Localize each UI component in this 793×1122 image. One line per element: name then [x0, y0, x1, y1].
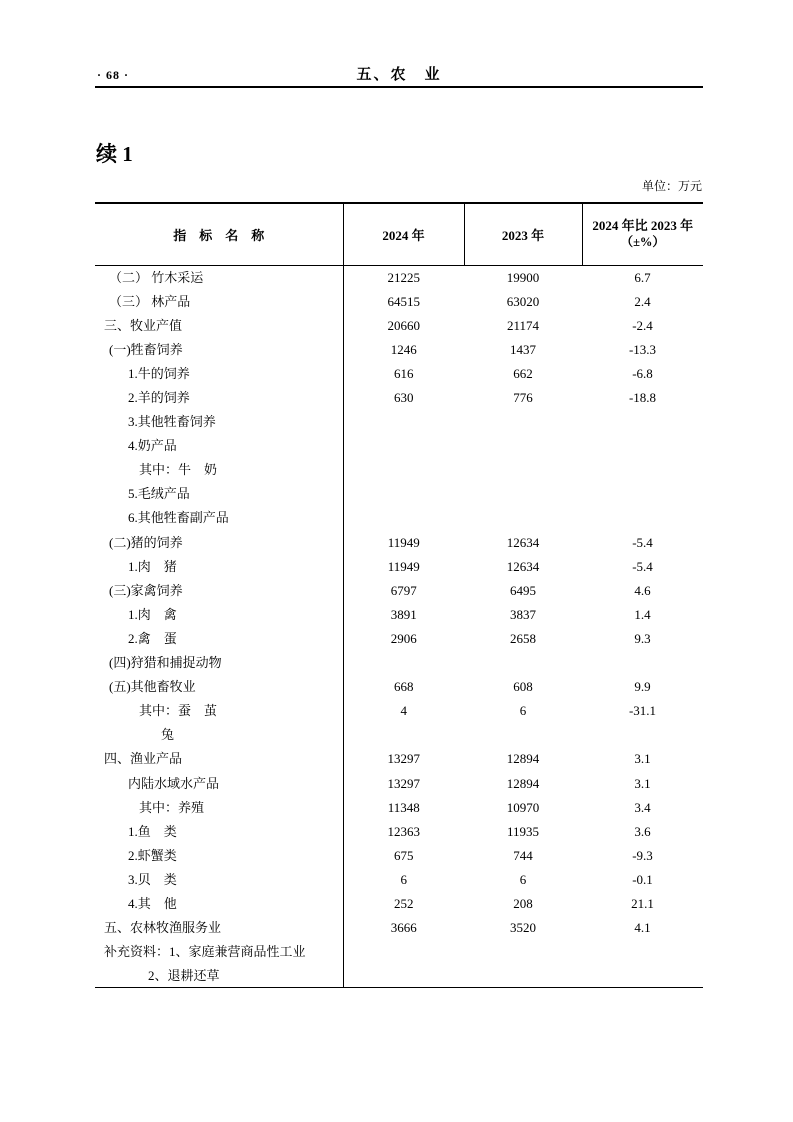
value-change-pct: 9.3: [634, 630, 651, 646]
table-row: [95, 867, 703, 891]
table-row: [95, 458, 703, 482]
table-row: [95, 795, 703, 819]
indicator-label: 1.鱼 类: [95, 819, 343, 843]
value-2023: 11935: [506, 823, 540, 839]
value-2023: 6495: [510, 582, 536, 598]
value-2023: [464, 940, 582, 964]
value-change-pct: 3.1: [634, 775, 651, 791]
table-header: [95, 203, 703, 265]
table-row: [95, 554, 703, 578]
value-change-pct: [582, 940, 703, 964]
value-2023: 3837: [510, 606, 536, 622]
value-2023: 6: [519, 871, 527, 887]
value-2023: 63020: [506, 293, 540, 309]
value-change-pct: 3.6: [634, 823, 651, 839]
value-2023: 10970: [506, 799, 540, 815]
value-change-pct: -5.4: [632, 558, 653, 574]
table-body: [95, 265, 703, 988]
value-2023: [464, 964, 582, 988]
value-change-pct: 1.4: [634, 606, 651, 622]
indicator-label: 其中：牛 奶: [95, 458, 343, 482]
indicator-label: (五)其他畜牧业: [95, 675, 343, 699]
value-2023: 744: [513, 847, 533, 863]
indicator-label: 4.奶产品: [95, 434, 343, 458]
col-header-2023: 2023 年: [464, 203, 582, 265]
value-2024: 3891: [390, 606, 417, 622]
table-row: [95, 337, 703, 361]
indicator-label: 3.其他牲畜饲养: [95, 410, 343, 434]
indicator-label: (三)家禽饲养: [95, 578, 343, 602]
value-2024: 11949: [387, 534, 420, 550]
value-change-pct: -6.8: [632, 365, 653, 381]
indicator-label: 2、退耕还草: [95, 964, 343, 988]
value-2024: 6797: [390, 582, 417, 598]
col-header-change-line2: （±%）: [620, 235, 665, 250]
value-2023: 12894: [506, 775, 540, 791]
value-change-pct: -13.3: [628, 341, 657, 357]
value-2023: 19900: [506, 269, 540, 285]
indicator-label: 补充资料：1、家庭兼营商品性工业: [95, 940, 343, 964]
col-header-change: [582, 203, 703, 265]
indicator-label: 1.牛的饲养: [95, 361, 343, 385]
value-2023: 3520: [510, 920, 536, 936]
value-2023: [464, 482, 582, 506]
table-row: [95, 843, 703, 867]
value-2024: [343, 651, 464, 675]
table-row: [95, 651, 703, 675]
value-change-pct: 3.1: [634, 751, 651, 767]
table-row: [95, 891, 703, 915]
indicator-label: 四、渔业产品: [95, 747, 343, 771]
value-2024: 4: [400, 703, 407, 719]
value-change-pct: -2.4: [632, 317, 653, 333]
value-2023: 662: [513, 365, 533, 381]
value-2023: 608: [513, 679, 533, 695]
value-change-pct: [582, 458, 703, 482]
indicator-label: 2.虾蟹类: [95, 843, 343, 867]
table-row: [95, 626, 703, 650]
table-row: [95, 940, 703, 964]
table-row: [95, 602, 703, 626]
value-2024: 11348: [387, 799, 420, 815]
value-change-pct: [582, 964, 703, 988]
table-header-row: [95, 203, 703, 265]
table-row: [95, 410, 703, 434]
value-change-pct: -18.8: [628, 390, 657, 406]
value-change-pct: [582, 651, 703, 675]
table-row: [95, 482, 703, 506]
value-2024: 3666: [390, 920, 417, 936]
value-change-pct: 6.7: [634, 269, 651, 285]
table-row: [95, 771, 703, 795]
value-2024: 6: [400, 871, 407, 887]
page-number: · 68 ·: [97, 68, 130, 82]
value-2023: [464, 434, 582, 458]
indicator-label: 4.其 他: [95, 891, 343, 915]
value-2024: 12363: [387, 823, 420, 839]
table-row: [95, 265, 703, 289]
col-header-change-line1: 2024 年比 2023 年: [592, 218, 694, 234]
value-change-pct: -9.3: [632, 847, 653, 863]
running-head: [95, 64, 703, 88]
statistics-table: [95, 202, 703, 988]
value-2024: 11949: [387, 558, 420, 574]
indicator-label: 2.禽 蛋: [95, 626, 343, 650]
value-change-pct: -0.1: [632, 871, 653, 887]
value-2023: [464, 723, 582, 747]
value-2024: 1246: [390, 341, 417, 357]
value-2024: 630: [394, 390, 414, 406]
value-2024: 668: [394, 679, 414, 695]
indicator-label: 其中：养殖: [95, 795, 343, 819]
value-2023: 12634: [506, 534, 540, 550]
indicator-label: 五、农林牧渔服务业: [95, 916, 343, 940]
table-row: [95, 723, 703, 747]
value-change-pct: 4.1: [634, 920, 651, 936]
value-2024: 2906: [390, 630, 417, 646]
value-2023: [464, 651, 582, 675]
value-2024: [343, 964, 464, 988]
indicator-label: 2.羊的饲养: [95, 385, 343, 409]
indicator-label: 其中：蚕 茧: [95, 699, 343, 723]
indicator-label: (二)猪的饲养: [95, 530, 343, 554]
value-2023: 21174: [506, 317, 540, 333]
table-row: [95, 530, 703, 554]
table-row: [95, 916, 703, 940]
value-2024: [343, 410, 464, 434]
value-2023: 6: [519, 703, 527, 719]
table-row: [95, 675, 703, 699]
value-change-pct: [582, 506, 703, 530]
value-2024: 21225: [387, 269, 420, 285]
value-change-pct: 21.1: [631, 895, 654, 911]
table-row: [95, 699, 703, 723]
value-2023: 2658: [510, 630, 536, 646]
value-2024: 252: [394, 895, 414, 911]
value-change-pct: [582, 434, 703, 458]
indicator-label: 6.其他牲畜副产品: [95, 506, 343, 530]
table-row: [95, 747, 703, 771]
table-row: [95, 434, 703, 458]
value-2023: 12894: [506, 751, 540, 767]
value-change-pct: 4.6: [634, 582, 651, 598]
table-row: [95, 819, 703, 843]
value-2024: [343, 723, 464, 747]
indicator-label: 兔: [95, 723, 343, 747]
indicator-label: 5.毛绒产品: [95, 482, 343, 506]
value-2024: 13297: [387, 751, 420, 767]
indicator-label: （三） 林产品: [95, 289, 343, 313]
value-2023: 1437: [510, 341, 536, 357]
value-2024: 675: [394, 847, 414, 863]
value-2023: 208: [513, 895, 533, 911]
indicator-label: 内陆水域水产品: [95, 771, 343, 795]
indicator-label: 3.贝 类: [95, 867, 343, 891]
table-continued-title: 续 1: [96, 142, 133, 166]
table-row: [95, 361, 703, 385]
table-row: [95, 289, 703, 313]
value-change-pct: 9.9: [634, 679, 651, 695]
col-header-indicator: 指 标 名 称: [95, 203, 343, 265]
value-2024: [343, 434, 464, 458]
value-2024: [343, 458, 464, 482]
value-change-pct: [582, 410, 703, 434]
col-header-2024: 2024 年: [343, 203, 464, 265]
section-title: 五、农 业: [356, 67, 442, 83]
table-row: [95, 506, 703, 530]
value-2023: [464, 458, 582, 482]
indicator-label: 1.肉 猪: [95, 554, 343, 578]
value-2023: 12634: [506, 558, 540, 574]
yearbook-page: [95, 0, 703, 1122]
table-row: [95, 964, 703, 988]
value-2023: [464, 410, 582, 434]
indicator-label: (一)牲畜饲养: [95, 337, 343, 361]
value-2024: [343, 940, 464, 964]
value-2023: 776: [513, 390, 533, 406]
value-2024: 616: [394, 365, 414, 381]
value-change-pct: 2.4: [634, 293, 651, 309]
value-2024: [343, 482, 464, 506]
table-row: [95, 313, 703, 337]
value-2024: 13297: [387, 775, 420, 791]
value-change-pct: [582, 482, 703, 506]
value-2023: [464, 506, 582, 530]
indicator-label: 1.肉 禽: [95, 602, 343, 626]
value-2024: [343, 506, 464, 530]
value-change-pct: -31.1: [628, 703, 657, 719]
indicator-label: (四)狩猎和捕捉动物: [95, 651, 343, 675]
value-2024: 64515: [387, 293, 420, 309]
value-change-pct: -5.4: [632, 534, 653, 550]
table-row: [95, 385, 703, 409]
value-change-pct: 3.4: [634, 799, 651, 815]
unit-note: 单位：万元: [641, 179, 702, 193]
indicator-label: 三、牧业产值: [95, 313, 343, 337]
value-change-pct: [582, 723, 703, 747]
value-2024: 20660: [387, 317, 420, 333]
table-row: [95, 578, 703, 602]
indicator-label: （二） 竹木采运: [95, 265, 343, 289]
